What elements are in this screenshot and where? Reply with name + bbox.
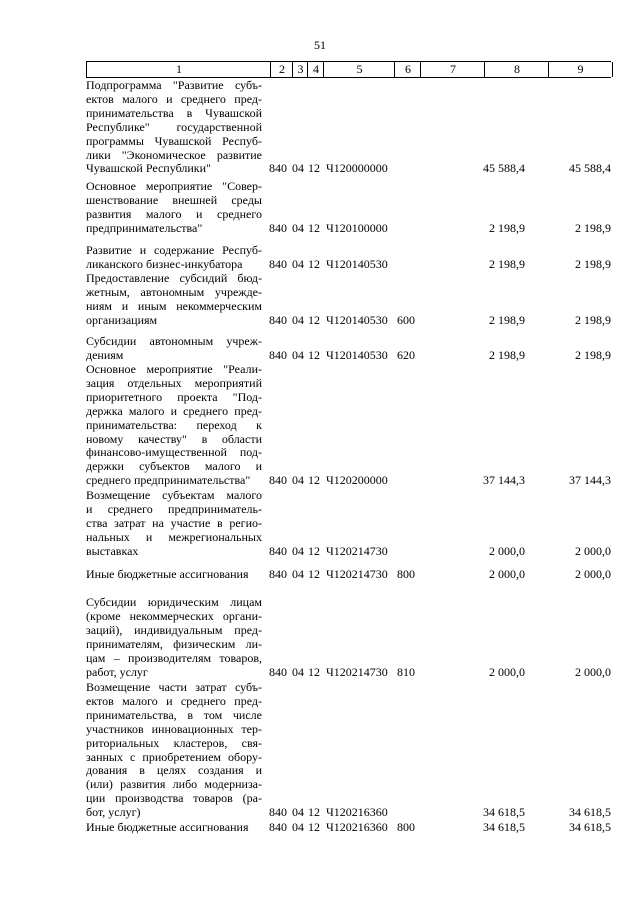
cell-c3: 04 bbox=[292, 567, 304, 581]
description-line: новому качеству" в области bbox=[86, 431, 262, 446]
cell-c3: 04 bbox=[292, 820, 304, 834]
cell-c2: 840 bbox=[269, 543, 287, 558]
description-line: дования в целях создания и bbox=[86, 763, 262, 778]
cell-c8: 2 000,0 bbox=[489, 543, 525, 558]
description-line: жетным, автономным учрежде- bbox=[86, 284, 262, 299]
cell-c2: 840 bbox=[269, 256, 287, 271]
description-line: Основное мероприятие "Совер- bbox=[86, 179, 262, 193]
description-line: принимательства: переход к bbox=[86, 417, 262, 432]
description-line: держка малого и среднего пред- bbox=[86, 403, 262, 418]
description-line: нальных и межрегиональных bbox=[86, 529, 262, 544]
description-line: Возмещение части затрат субъ- bbox=[86, 680, 262, 694]
description-line: заций), индивидуальным пред- bbox=[86, 622, 262, 637]
description-line: Развитие и содержание Респуб- bbox=[86, 243, 262, 257]
cell-c4: 12 bbox=[308, 161, 320, 176]
cell-c2: 840 bbox=[269, 473, 287, 488]
header-col-8: 8 bbox=[484, 62, 549, 77]
row-description bbox=[86, 272, 262, 328]
description-line: Республике" государственной bbox=[86, 119, 262, 134]
cell-c5: Ч120200000 bbox=[326, 473, 388, 488]
table-header bbox=[86, 61, 611, 78]
header-col-2: 2 bbox=[270, 62, 293, 77]
cell-c4: 12 bbox=[308, 220, 320, 235]
cell-c6: 810 bbox=[397, 664, 415, 679]
cell-c9: 34 618,5 bbox=[569, 820, 611, 834]
cell-c2: 840 bbox=[269, 805, 287, 820]
description-line: приоритетного проекта "Под- bbox=[86, 389, 262, 404]
description-line: зация отдельных мероприятий bbox=[86, 375, 262, 390]
description-line: бот, услуг) bbox=[86, 805, 141, 820]
description-line: держки субъектов малого и bbox=[86, 459, 262, 474]
cell-c6: 620 bbox=[397, 347, 415, 362]
cell-c8: 2 198,9 bbox=[489, 312, 525, 327]
description-line: Субсидии юридическим лицам bbox=[86, 595, 262, 609]
cell-c8: 2 000,0 bbox=[489, 567, 525, 581]
cell-c2: 840 bbox=[269, 312, 287, 327]
description-line: принимателям, физическим ли- bbox=[86, 636, 262, 651]
cell-c8: 2 198,9 bbox=[489, 256, 525, 271]
cell-c9: 2 000,0 bbox=[575, 664, 611, 679]
cell-c5: Ч120000000 bbox=[326, 161, 388, 176]
cell-c6: 800 bbox=[397, 567, 415, 581]
cell-c4: 12 bbox=[308, 567, 320, 581]
description-line: (или) развития либо модерниза- bbox=[86, 777, 262, 792]
row-description bbox=[86, 489, 262, 559]
cell-c9: 2 198,9 bbox=[575, 220, 611, 235]
row-description bbox=[86, 244, 262, 272]
cell-c5: Ч120140530 bbox=[326, 256, 388, 271]
description-line: риториальных кластеров, свя- bbox=[86, 735, 262, 750]
cell-c2: 840 bbox=[269, 820, 287, 834]
header-col-1: 1 bbox=[86, 62, 271, 77]
cell-c2: 840 bbox=[269, 664, 287, 679]
cell-c4: 12 bbox=[308, 805, 320, 820]
cell-c4: 12 bbox=[308, 664, 320, 679]
description-line: Чувашской Республики" bbox=[86, 161, 211, 176]
cell-c4: 12 bbox=[308, 312, 320, 327]
cell-c8: 37 144,3 bbox=[483, 473, 525, 488]
cell-c6: 800 bbox=[397, 820, 415, 834]
description-line: дениям bbox=[86, 347, 124, 362]
cell-c3: 04 bbox=[292, 543, 304, 558]
description-line: занных с приобретением обору- bbox=[86, 749, 262, 764]
cell-c5: Ч120214730 bbox=[326, 567, 388, 581]
description-line: организациям bbox=[86, 312, 158, 327]
cell-c2: 840 bbox=[269, 220, 287, 235]
header-col-9: 9 bbox=[548, 62, 613, 77]
page-number: 51 bbox=[314, 38, 326, 52]
cell-c9: 2 000,0 bbox=[575, 543, 611, 558]
cell-c8: 34 618,5 bbox=[483, 820, 525, 834]
description-line: среднего предпринимательства" bbox=[86, 473, 251, 488]
cell-c4: 12 bbox=[308, 473, 320, 488]
header-col-7: 7 bbox=[420, 62, 485, 77]
cell-c6: 600 bbox=[397, 312, 415, 327]
cell-c9: 45 588,4 bbox=[569, 161, 611, 176]
cell-c2: 840 bbox=[269, 161, 287, 176]
description-line: принимательства в Чувашской bbox=[86, 105, 262, 120]
description-line: выставках bbox=[86, 543, 139, 558]
description-line: программы Чувашской Респуб- bbox=[86, 133, 262, 148]
row-description bbox=[86, 681, 262, 820]
cell-c8: 34 618,5 bbox=[483, 805, 525, 820]
description-line: лики "Экономическое развитие bbox=[86, 147, 262, 162]
cell-c5: Ч120140530 bbox=[326, 312, 388, 327]
description-line: участников инновационных тер- bbox=[86, 721, 262, 736]
row-description bbox=[86, 596, 262, 679]
row-description bbox=[86, 79, 262, 176]
description-line: принимательства, в том числе bbox=[86, 707, 262, 722]
cell-c3: 04 bbox=[292, 805, 304, 820]
cell-c9: 2 198,9 bbox=[575, 256, 611, 271]
cell-c3: 04 bbox=[292, 664, 304, 679]
description-line: предпринимательства" bbox=[86, 220, 203, 235]
cell-c5: Ч120216360 bbox=[326, 820, 388, 834]
cell-c9: 2 000,0 bbox=[575, 567, 611, 581]
cell-c4: 12 bbox=[308, 256, 320, 271]
cell-c9: 2 198,9 bbox=[575, 312, 611, 327]
description-line: ликанского бизнес-инкубатора bbox=[86, 256, 243, 271]
cell-c3: 04 bbox=[292, 312, 304, 327]
header-col-3: 3 bbox=[292, 62, 308, 77]
cell-c2: 840 bbox=[269, 567, 287, 581]
description-line: развития малого и среднего bbox=[86, 206, 262, 221]
description-line: шенствование внешней среды bbox=[86, 192, 262, 207]
cell-c2: 840 bbox=[269, 347, 287, 362]
cell-c3: 04 bbox=[292, 161, 304, 176]
cell-c9: 37 144,3 bbox=[569, 473, 611, 488]
cell-c8: 2 198,9 bbox=[489, 347, 525, 362]
header-col-5: 5 bbox=[323, 62, 395, 77]
description-line: Основное мероприятие "Реали- bbox=[86, 362, 262, 376]
cell-c3: 04 bbox=[292, 256, 304, 271]
description-line: Иные бюджетные ассигнования bbox=[86, 820, 249, 834]
description-line: цам – производителям товаров, bbox=[86, 650, 262, 665]
row-description bbox=[86, 335, 262, 363]
cell-c4: 12 bbox=[308, 347, 320, 362]
cell-c8: 2 000,0 bbox=[489, 664, 525, 679]
description-line: (кроме некоммерческих органи- bbox=[86, 608, 262, 623]
cell-c9: 34 618,5 bbox=[569, 805, 611, 820]
header-col-6: 6 bbox=[394, 62, 421, 77]
description-line: ектов малого и среднего пред- bbox=[86, 91, 262, 106]
cell-c8: 2 198,9 bbox=[489, 220, 525, 235]
row-description bbox=[86, 363, 262, 488]
description-line: финансово-имущественной под- bbox=[86, 445, 262, 460]
cell-c5: Ч120216360 bbox=[326, 805, 388, 820]
cell-c4: 12 bbox=[308, 543, 320, 558]
row-description bbox=[86, 568, 262, 582]
description-line: ции производства товаров (ра- bbox=[86, 791, 262, 806]
description-line: ниям и иным некоммерческим bbox=[86, 298, 262, 313]
cell-c9: 2 198,9 bbox=[575, 347, 611, 362]
cell-c4: 12 bbox=[308, 820, 320, 834]
description-line: Предоставление субсидий бюд- bbox=[86, 271, 262, 285]
cell-c8: 45 588,4 bbox=[483, 161, 525, 176]
description-line: Подпрограмма "Развитие субъ- bbox=[86, 78, 262, 92]
cell-c3: 04 bbox=[292, 220, 304, 235]
cell-c3: 04 bbox=[292, 473, 304, 488]
cell-c5: Ч120214730 bbox=[326, 543, 388, 558]
description-line: ства затрат на участие в регио- bbox=[86, 515, 262, 530]
description-line: работ, услуг bbox=[86, 664, 148, 679]
description-line: Субсидии автономным учреж- bbox=[86, 334, 262, 348]
row-description bbox=[86, 180, 262, 236]
description-line: ектов малого и среднего пред- bbox=[86, 693, 262, 708]
description-line: Возмещение субъектам малого bbox=[86, 488, 262, 502]
header-col-4: 4 bbox=[307, 62, 324, 77]
row-description bbox=[86, 821, 262, 835]
cell-c5: Ч120100000 bbox=[326, 220, 388, 235]
description-line: и среднего предприниматель- bbox=[86, 501, 262, 516]
cell-c5: Ч120214730 bbox=[326, 664, 388, 679]
cell-c5: Ч120140530 bbox=[326, 347, 388, 362]
description-line: Иные бюджетные ассигнования bbox=[86, 567, 249, 581]
cell-c3: 04 bbox=[292, 347, 304, 362]
